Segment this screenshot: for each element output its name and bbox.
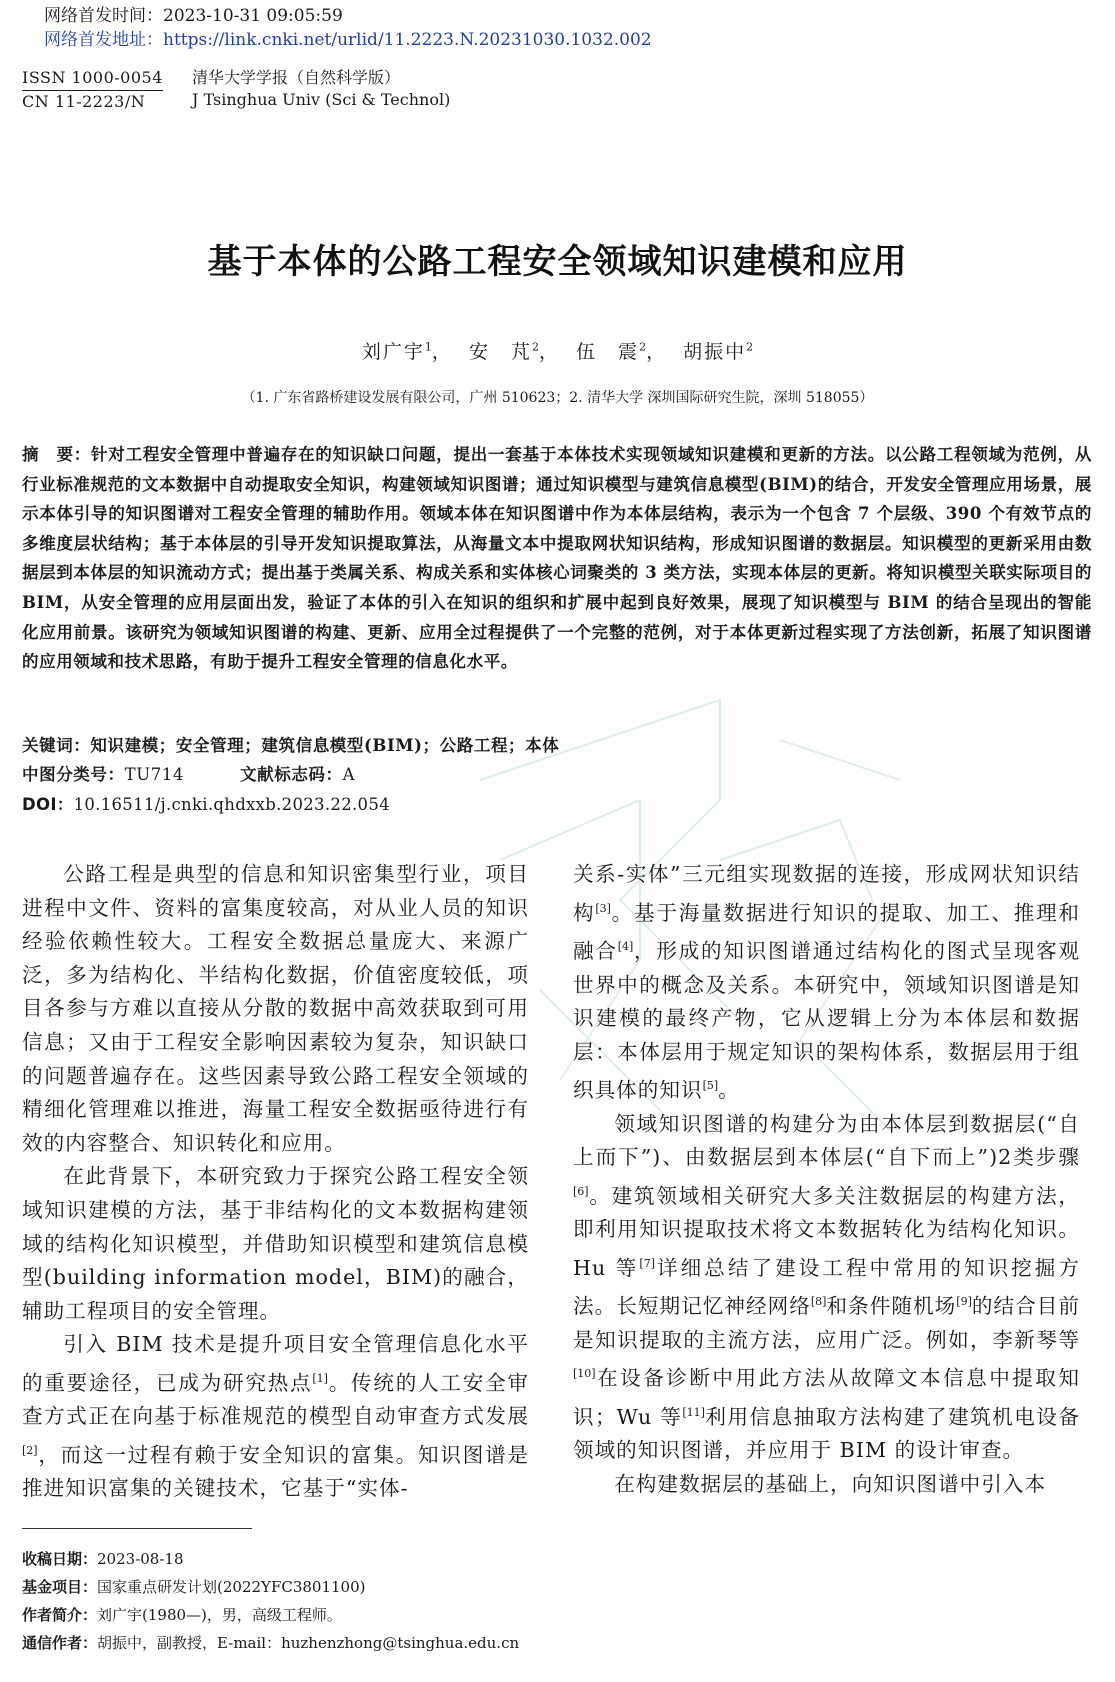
body-paragraph: 在此背景下，本研究致力于探究公路工程安全领域知识建模的方法，基于非结构化的文本数据构建领域的结构化知识模型，并借助知识模型和建筑信息模型(building information model，BIM)的融合，辅助工程项目的安全管理。 bbox=[22, 1164, 529, 1323]
footnote-divider bbox=[22, 1528, 252, 1529]
journal-name bbox=[192, 67, 450, 111]
footnote-fund bbox=[22, 1577, 366, 1597]
doi bbox=[22, 791, 390, 815]
classification bbox=[22, 761, 355, 785]
journal-name-en: J Tsinghua Univ (Sci & Technol) bbox=[192, 90, 451, 109]
pub-url-label: 网络首发地址： bbox=[44, 30, 163, 50]
body-column-right bbox=[573, 858, 1080, 1502]
author-name: 安 芃 bbox=[468, 341, 532, 363]
doc-code-value: A bbox=[342, 765, 356, 784]
body-paragraph: 在构建数据层的基础上，向知识图谱中引入本 bbox=[614, 1471, 1047, 1496]
text-run: 详细总结了建设工程中常用的知识挖掘方法。长短期记忆神经网络 bbox=[573, 1255, 1080, 1319]
text-run: 的结合目前是知识提取的主流方法，应用广泛。例如，李新琴等 bbox=[573, 1294, 1081, 1352]
body-column-left bbox=[22, 858, 529, 1506]
paper-title: 基于本体的公路工程安全领域知识建模和应用 bbox=[207, 242, 908, 282]
footnote-value: 2023-08-18 bbox=[97, 1550, 184, 1568]
footnote-author bbox=[22, 1605, 342, 1625]
text-run: 引入 BIM 技术是提升项目安全管理信息化水平的重要途径，已成为研究热点 bbox=[22, 1332, 529, 1395]
text-run: ，形成的知识图谱通过结构化的图式呈现客观世界中的概念及关系。本研究中，领域知识图谱是知识建模的最终产物，它从逻辑上分为本体层和数据层：本体层用于规定知识的架构体系，数据层用于组织具体的知识 bbox=[573, 938, 1081, 1103]
citation-ref[interactable]: [3] bbox=[595, 901, 611, 915]
citation-ref[interactable]: [8] bbox=[810, 1295, 827, 1309]
author-name: 伍 震 bbox=[576, 341, 640, 363]
keywords-text: 知识建模；安全管理；建筑信息模型(BIM)；公路工程；本体 bbox=[90, 736, 560, 755]
citation-ref[interactable]: [2] bbox=[22, 1443, 38, 1457]
footnote-label: 通信作者： bbox=[22, 1634, 98, 1652]
text-run: 关系-实体”三元组实现数据的连接，形成网状知识结构 bbox=[573, 862, 1080, 925]
publication-info bbox=[44, 4, 652, 52]
abstract-text: 针对工程安全管理中普遍存在的知识缺口问题，提出一套基于本体技术实现领域知识建模和更新的方法。以公路工程领域为范例，从行业标准规范的文本数据中自动提取安全知识，构建领域知识图谱；通过知识模型与建筑信息模型(BIM)的结合，开发安全管理应用场景，展示本体引导的知识图谱对工程安全管理的辅助作用。领域本体在知识图谱中作为本体层结构，表示为一个包含 7 个层级、390 个有效节点的多维度层状结构；基于本体层的引导开发知识提取算法，从海量文本中提取网状知识结构，形成知识图谱的数据层。知识模型的更新采用由数据层到本体层的知识流动方式；提出基于类属关系、构成关系和实体核心词聚类的 3 类方法，实现本体层的更新。将知识模型关联实际项目的 BIM，从安全管理的应用层面出发，验证了本体的引入在知识的组织和扩展中起到良好效果，展现了知识模型与 BIM 的结合呈现出的智能化应用前景。该研究为领域知识图谱的构建、更新、应用全过程提供了一个完整的范例，对于本体更新过程实现了方法创新，拓展了知识图谱的应用领域和技术思路，有助于提升工程安全管理的信息化水平。 bbox=[22, 445, 1092, 672]
body-paragraph: 公路工程是典型的信息和知识密集型行业，项目进程中文件、资料的富集度较高，对从业人员的知识经验依赖性较大。工程安全数据总量庞大、来源广泛，多为结构化、半结构化数据，价值密度较低，项目各参与方难以直接从分散的数据中高效获取到可用信息；又由于工程安全影响因素较为复杂，知识缺口的问题普遍存在。这些因素导致公路工程安全领域的精细化管理难以推进，海量工程安全数据亟待进行有效的内容整合、知识转化和应用。 bbox=[22, 862, 529, 1155]
issn-block bbox=[22, 67, 163, 113]
affiliations: （1. 广东省路桥建设发展有限公司，广州 510623；2. 清华大学 深圳国际研究生院，深圳 518055） bbox=[241, 390, 874, 406]
keywords-label: 关键词： bbox=[22, 736, 91, 755]
citation-ref[interactable]: [6] bbox=[573, 1184, 589, 1198]
footnote-label: 作者简介： bbox=[22, 1606, 98, 1624]
affiliation-mark: 2 bbox=[746, 340, 754, 354]
author-list: 刘广宇$^1$， 安 芃$^2$， 伍 震$^2$， 胡振中$^2$ bbox=[361, 340, 754, 363]
citation-ref[interactable]: [11] bbox=[682, 1405, 705, 1419]
text-run: 和条件随机场 bbox=[826, 1294, 957, 1319]
keywords bbox=[22, 732, 559, 756]
affiliation-mark: 1 bbox=[424, 340, 432, 354]
footnote-label: 收稿日期： bbox=[22, 1550, 98, 1568]
text-run: 利用信息抽取方法构建了建筑机电设备领域的知识图谱，并应用于 BIM 的设计审查。 bbox=[573, 1404, 1080, 1463]
doi-label: DOI： bbox=[22, 795, 74, 814]
citation-ref[interactable]: [7] bbox=[639, 1256, 655, 1270]
text-run: 。 bbox=[718, 1078, 740, 1103]
text-run: ，而这一过程有赖于安全知识的富集。知识图谱是推进知识富集的关键技术，它基于“实体- bbox=[22, 1442, 529, 1501]
footnote-value: 国家重点研发计划(2022YFC3801100) bbox=[97, 1578, 366, 1596]
citation-ref[interactable]: [10] bbox=[573, 1367, 596, 1381]
pub-url-link[interactable]: https://link.cnki.net/urlid/11.2223.N.20231030.1032.002 bbox=[163, 30, 652, 50]
pub-time-value: 2023-10-31 09:05:59 bbox=[163, 6, 343, 26]
body-paragraph bbox=[573, 1108, 1080, 1468]
footnote-value: 胡振中，副教授，E-mail：huzhenzhong@tsinghua.edu.cn bbox=[97, 1634, 520, 1652]
journal-name-cn: 清华大学学报（自然科学版） bbox=[192, 68, 401, 87]
text-run: 。传统的人工安全审查方式正在向基于标准规范的模型自动审查方式发展 bbox=[22, 1370, 529, 1429]
doc-code-label: 文献标志码： bbox=[240, 765, 343, 784]
citation-ref[interactable]: [5] bbox=[702, 1079, 719, 1093]
body-paragraph bbox=[22, 1328, 529, 1506]
affiliation-mark: 2 bbox=[531, 340, 539, 354]
abstract bbox=[22, 440, 1092, 677]
pub-time-label: 网络首发时间： bbox=[44, 6, 163, 26]
text-run: 领域知识图谱的构建分为由本体层到数据层(“自上而下”)、由数据层到本体层(“自下而上”)2类步骤 bbox=[573, 1111, 1080, 1170]
footnote-value: 刘广宇(1980—)，男，高级工程师。 bbox=[97, 1606, 342, 1624]
citation-ref[interactable]: [4] bbox=[617, 940, 634, 954]
citation-ref[interactable]: [1] bbox=[312, 1371, 328, 1385]
doi-value[interactable]: 10.16511/j.cnki.qhdxxb.2023.22.054 bbox=[73, 795, 390, 814]
footnote-received bbox=[22, 1549, 184, 1569]
clc-value: TU714 bbox=[124, 765, 185, 784]
text-run: 。基于海量数据进行知识的提取、加工、推理和融合 bbox=[573, 900, 1081, 963]
abstract-label: 摘 要： bbox=[22, 445, 92, 464]
issn: ISSN 1000-0054 bbox=[22, 67, 163, 91]
text-run: 。建筑领域相关研究大多关注数据层的构建方法，即利用知识提取技术将文本数据转化为结构化知识。Hu 等 bbox=[573, 1183, 1080, 1280]
footnote-corresponding bbox=[22, 1633, 519, 1653]
body-paragraph bbox=[573, 858, 1080, 1108]
affiliation-mark: 2 bbox=[639, 340, 647, 354]
footnote-label: 基金项目： bbox=[22, 1578, 98, 1596]
citation-ref[interactable]: [9] bbox=[956, 1295, 972, 1309]
author-name: 刘广宇 bbox=[361, 341, 425, 363]
author-name: 胡振中 bbox=[683, 341, 747, 363]
text-run: 在设备诊断中用此方法从故障文本信息中提取知识；Wu 等 bbox=[573, 1366, 1080, 1429]
cn-number: CN 11-2223/N bbox=[22, 92, 146, 111]
clc-label: 中图分类号： bbox=[22, 765, 125, 784]
